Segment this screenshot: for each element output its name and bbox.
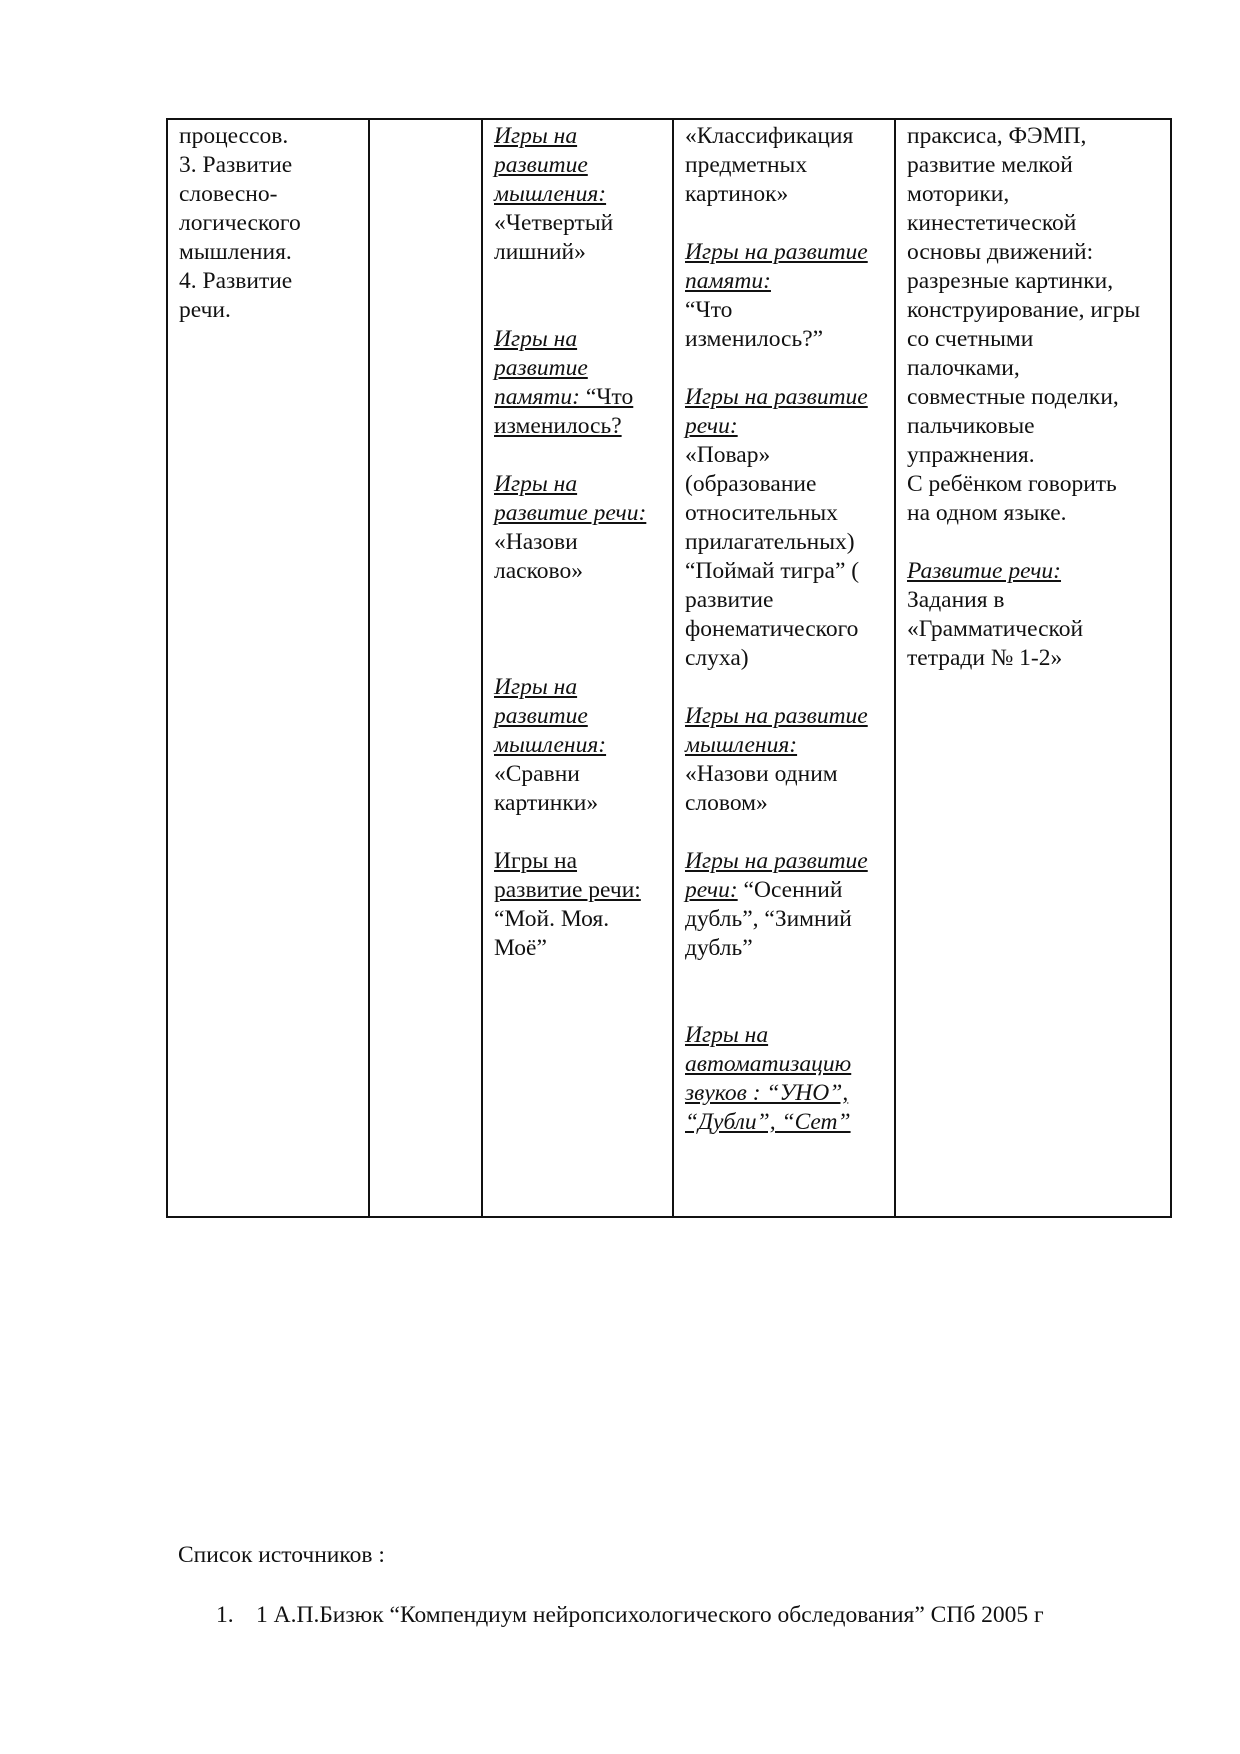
games-label: “Дубли”, “Сет” <box>685 1109 851 1135</box>
game-name: “Поймай тигра” ( <box>685 558 860 584</box>
game-name: картинки» <box>494 790 599 816</box>
game-name: лишний» <box>494 239 586 265</box>
games-label: развитие <box>494 152 588 178</box>
game-name: «Четвертый <box>494 210 614 236</box>
games-label: Игры на развитие <box>685 239 868 265</box>
cell-line: развитие мелкой <box>907 152 1073 178</box>
games-label-line <box>494 383 664 412</box>
game-name: «Классификация <box>685 123 854 149</box>
games-label: Игры на развитие <box>685 384 868 410</box>
cell-line: на одном языке. <box>907 500 1067 526</box>
game-name: «Повар» <box>685 442 771 468</box>
sources-title: Список источников : <box>178 1542 385 1568</box>
games-label: речи: <box>685 877 738 903</box>
cell-line: конструирование, игры <box>907 297 1141 323</box>
cell-line: словесно- <box>179 181 278 207</box>
speech-label: Развитие речи: <box>907 558 1062 584</box>
game-name: прилагательных) <box>685 529 855 555</box>
goals-cell <box>167 119 369 1217</box>
games-label: памяти: <box>685 268 771 294</box>
game-name: предметных <box>685 152 808 178</box>
game-name: развитие <box>685 587 774 613</box>
cell-line: палочками, <box>907 355 1020 381</box>
content-table <box>166 118 1172 1218</box>
game-name: “Осенний <box>737 877 843 903</box>
games-label: Игры на развитие <box>685 703 868 729</box>
game-name: Моё” <box>494 935 547 961</box>
cell-line: «Грамматической <box>907 616 1084 642</box>
games-label: Игры на <box>685 1022 769 1048</box>
cell-line: логического <box>179 210 301 236</box>
cell-line: Задания в <box>907 587 1005 613</box>
games-label: Игры на <box>494 674 578 700</box>
games-cell-a <box>482 119 673 1217</box>
games-label: автоматизацию <box>685 1051 852 1077</box>
game-name: ласково» <box>494 558 583 584</box>
games-label: Игры на развитие <box>685 848 868 874</box>
game-name: «Сравни <box>494 761 580 787</box>
cell-line: 3. Развитие <box>179 152 293 178</box>
cell-line: мышления. <box>179 239 292 265</box>
games-label: памяти: <box>494 384 580 410</box>
recommendations-cell <box>895 119 1171 1217</box>
game-name: относительных <box>685 500 838 526</box>
games-label: развитие <box>494 703 588 729</box>
game-name: дубль” <box>685 935 753 961</box>
cell-line: совместные поделки, <box>907 384 1119 410</box>
games-cell-b <box>673 119 895 1217</box>
cell-line: разрезные картинки, <box>907 268 1114 294</box>
game-name: “Что <box>579 384 634 410</box>
game-name: картинок» <box>685 181 789 207</box>
list-item-number: 1. <box>216 1602 234 1628</box>
game-name: «Назови одним <box>685 761 838 787</box>
games-label: мышления: <box>494 181 607 207</box>
list-item <box>216 1601 1044 1630</box>
game-name: словом» <box>685 790 768 816</box>
games-label: развитие <box>494 355 588 381</box>
game-name: изменилось? <box>494 413 622 439</box>
cell-line: речи. <box>179 297 231 323</box>
games-label: Игры на <box>494 848 578 874</box>
cell-line: праксиса, ФЭМП, <box>907 123 1087 149</box>
games-label: мышления: <box>685 732 798 758</box>
game-name: изменилось?” <box>685 326 824 352</box>
cell-line: упражнения. <box>907 442 1035 468</box>
cell-line: основы движений: <box>907 239 1094 265</box>
game-name: слуха) <box>685 645 749 671</box>
cell-line: со счетными <box>907 326 1034 352</box>
game-name: “Что <box>685 297 733 323</box>
game-name: “Мой. Моя. <box>494 906 610 932</box>
games-label-line <box>685 876 886 905</box>
cell-line: тетради № 1-2» <box>907 645 1063 671</box>
games-label: Игры на <box>494 326 578 352</box>
cell-line: С ребёнком говорить <box>907 471 1117 497</box>
cell-line: процессов. <box>179 123 289 149</box>
game-name: дубль”, “Зимний <box>685 906 852 932</box>
cell-line: пальчиковые <box>907 413 1035 439</box>
empty-cell <box>369 119 482 1217</box>
games-label: Игры на <box>494 471 578 497</box>
list-item-text: 1 А.П.Бизюк “Компендиум нейропсихологического обследования” СПб 2005 г <box>256 1602 1044 1628</box>
cell-line: моторики, <box>907 181 1010 207</box>
games-label: развитие речи: <box>494 500 647 526</box>
game-name: фонематического <box>685 616 859 642</box>
games-label: Игры на <box>494 123 578 149</box>
games-label: развитие речи: <box>494 877 641 903</box>
game-name: (образование <box>685 471 817 497</box>
cell-line: 4. Развитие <box>179 268 293 294</box>
table-row <box>167 119 1171 1217</box>
sources-list <box>216 1601 1044 1630</box>
game-name: «Назови <box>494 529 578 555</box>
games-label: мышления: <box>494 732 607 758</box>
games-label: речи: <box>685 413 738 439</box>
cell-line: кинестетической <box>907 210 1077 236</box>
games-label: звуков : “УНО”, <box>685 1080 849 1106</box>
